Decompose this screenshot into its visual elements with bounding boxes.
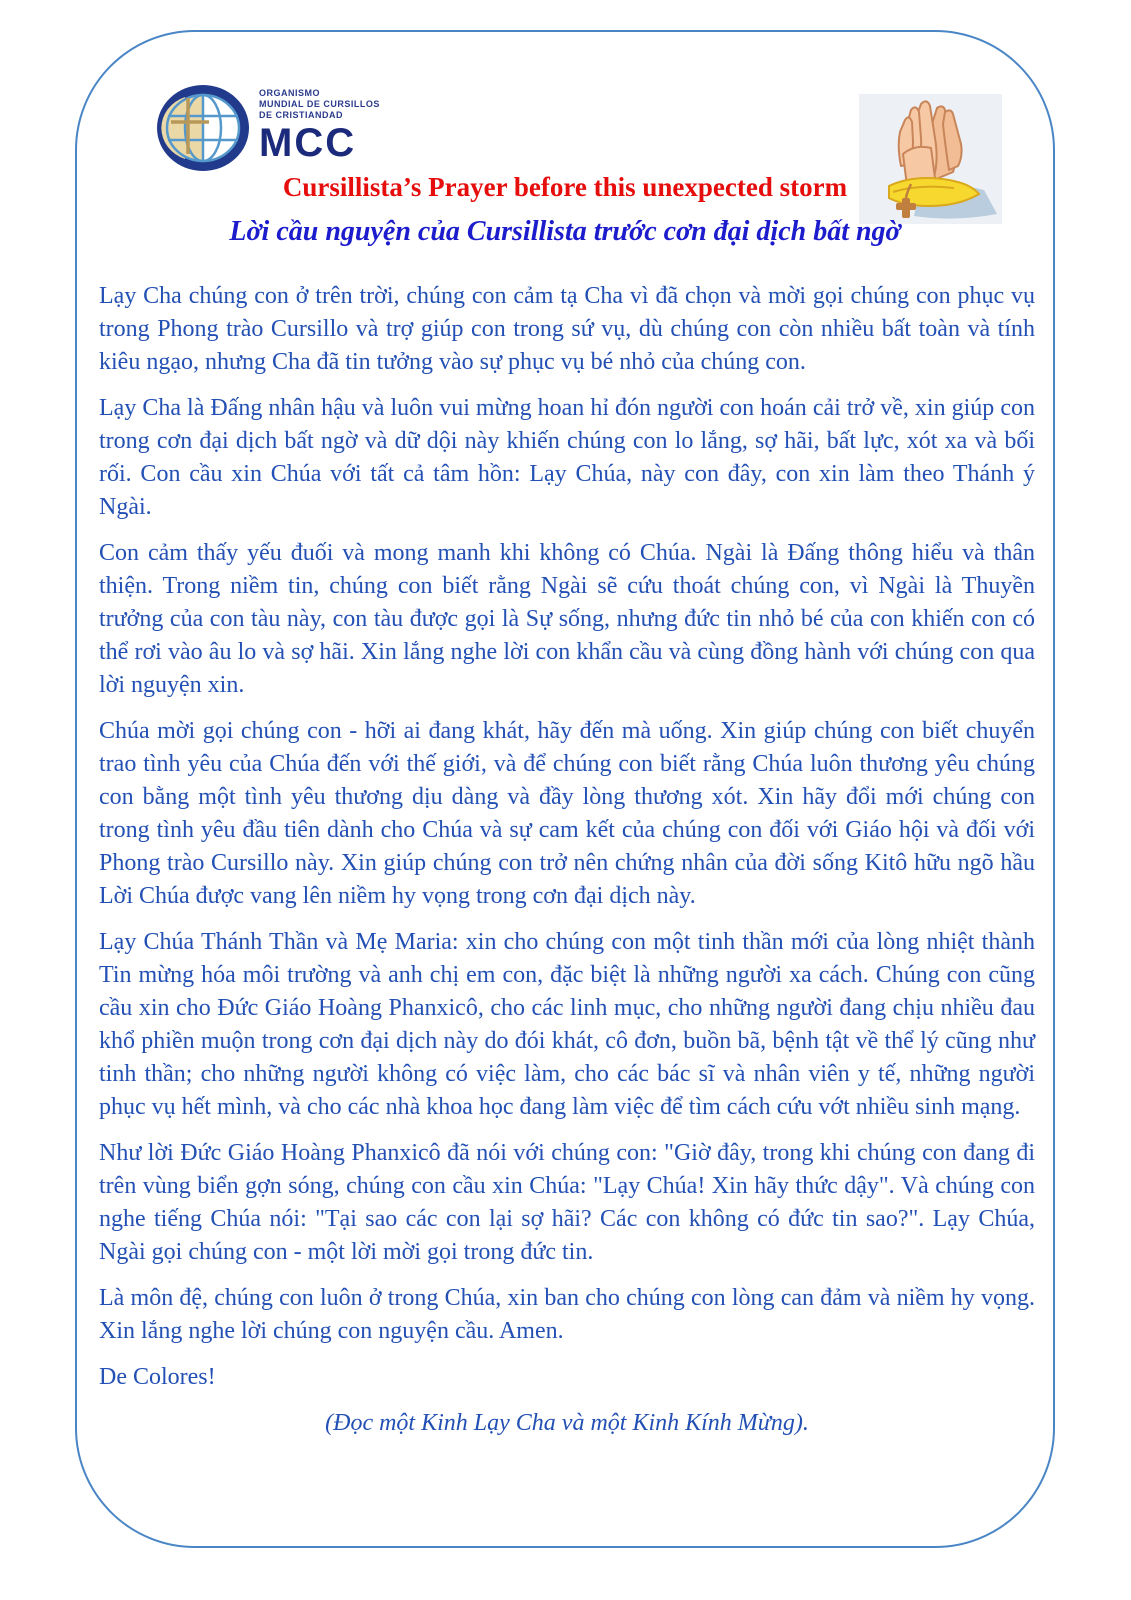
page-border-frame <box>75 30 1055 1548</box>
prayer-paragraph: Lạy Chúa Thánh Thần và Mẹ Maria: xin cho chúng con một tinh thần mới của lòng nhiệt thành Tin mừng hóa môi trường và anh chị em con, đặc biệt là những người xa cách. Chúng con cũng cầu xin cho Đức Giáo Hoàng Phanxicô, cho các linh mục, cho những người đang chịu nhiều đau khổ phiền muộn trong cơn đại dịch này do đói khát, cô đơn, buồn bã, bệnh tật về thể lý cũng như tinh thần; cho những người không có việc làm, cho các bác sĩ và nhân viên y tế, những người phục vụ hết mình, và cho các nhà khoa học đang làm việc để tìm cách cứu vớt nhiều sinh mạng. <box>99 929 1035 1120</box>
document-subtitle: Lời cầu nguyện của Cursillista trước cơn đại dịch bất ngờ <box>229 216 901 247</box>
prayer-paragraph: Là môn đệ, chúng con luôn ở trong Chúa, xin ban cho chúng con lòng can đảm và niềm hy vọng. Xin lắng nghe lời chúng con nguyện cầu. Amen. <box>99 1285 1035 1344</box>
logo-org-line: ORGANISMO <box>259 88 321 98</box>
prayer-body <box>99 280 1035 1453</box>
prayer-paragraph-de-colores: De Colores! <box>99 1364 216 1390</box>
closing-note: (Đọc một Kinh Lạy Cha và một Kinh Kính Mừng). <box>325 1410 809 1436</box>
omcc-logo-text <box>259 82 380 163</box>
prayer-paragraph: Con cảm thấy yếu đuối và mong manh khi không có Chúa. Ngài là Đấng thông hiểu và thân thiện. Trong niềm tin, chúng con biết rằng Ngài sẽ cứu thoát chúng con, vì Ngài là Thuyền trưởng của con tàu này, con tàu được gọi là Sự sống, nhưng đức tin nhỏ bé của con khiến con có thể rơi vào âu lo và sợ hãi. Xin lắng nghe lời con khẩn cầu và cùng đồng hành với chúng con qua lời nguyện xin. <box>99 540 1035 698</box>
logo-org-line: DE CRISTIANDAD <box>259 110 344 120</box>
omcc-logo <box>155 82 380 179</box>
prayer-paragraph: Chúa mời gọi chúng con - hỡi ai đang khát, hãy đến mà uống. Xin giúp chúng con biết chuyển trao tình yêu của Chúa đến với thế giới, và để chúng con biết rằng Chúa luôn thương yêu chúng con bằng một tình yêu thương dịu dàng và đầy lòng thương xót. Xin hãy đổi mới chúng con trong tình yêu đầu tiên dành cho Chúa và sự cam kết của chúng con đối với Giáo hội và đối với Phong trào Cursillo này. Xin giúp chúng con trở nên chứng nhân của đời sống Kitô hữu ngõ hầu Lời Chúa được vang lên niềm hy vọng trong cơn đại dịch này. <box>99 718 1035 909</box>
praying-hands-icon <box>859 94 1002 224</box>
document-title: Cursillista’s Prayer before this unexpected storm <box>282 172 848 202</box>
prayer-paragraph: Như lời Đức Giáo Hoàng Phanxicô đã nói với chúng con: "Giờ đây, trong khi chúng con đang đi trên vùng biển gợn sóng, chúng con cầu xin Chúa: "Lạy Chúa! Xin hãy thức dậy". Và chúng con nghe tiếng Chúa nói: "Tại sao các con lại sợ hãi? Các con không có đức tin sao?". Lạy Chúa, Ngài gọi chúng con - một lời mời gọi trong đức tin. <box>99 1140 1035 1265</box>
globe-cross-icon <box>155 82 251 179</box>
logo-acronym: MCC <box>259 121 357 165</box>
prayer-paragraph: Lạy Cha chúng con ở trên trời, chúng con cảm tạ Cha vì đã chọn và mời gọi chúng con phục vụ trong Phong trào Cursillo và trợ giúp con trong sứ vụ, dù chúng con còn nhiều bất toàn và tính kiêu ngạo, nhưng Cha đã tin tưởng vào sự phục vụ bé nhỏ của chúng con. <box>99 283 1035 375</box>
prayer-paragraph: Lạy Cha là Đấng nhân hậu và luôn vui mừng hoan hỉ đón người con hoán cải trở về, xin giúp con trong cơn đại dịch bất ngờ và dữ dội này khiến chúng con lo lắng, sợ hãi, bất lực, xót xa và bối rối. Con cầu xin Chúa với tất cả tâm hồn: Lạy Chúa, này con đây, con xin làm theo Thánh ý Ngài. <box>99 395 1035 520</box>
logo-org-line: MUNDIAL DE CURSILLOS <box>259 99 380 109</box>
